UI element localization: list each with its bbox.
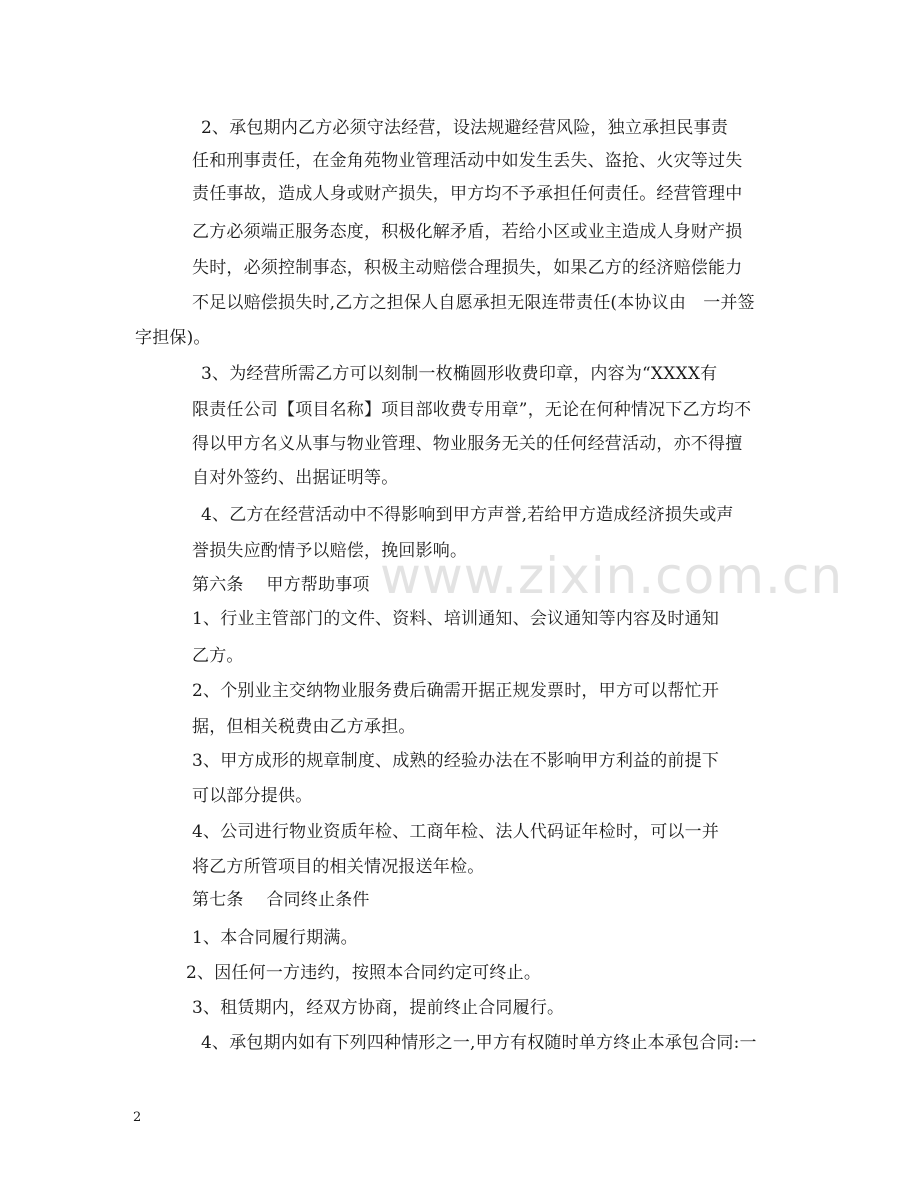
text-line: 将乙方所管项目的相关情况报送年检。 bbox=[192, 857, 485, 877]
text-line: 可以部分提供。 bbox=[192, 786, 313, 806]
text-line: 1、行业主管部门的文件、资料、培训通知、会议通知等内容及时通知 bbox=[192, 609, 720, 629]
watermark: www.zixin.com.cn bbox=[380, 547, 844, 605]
text-line: 任和刑事责任，在金角苑物业管理活动中如发生丢失、盗抢、火灾等过失 bbox=[192, 151, 743, 171]
text-line: 据，但相关税费由乙方承担。 bbox=[192, 717, 416, 737]
text-line: 4、承包期内如有下列四种情形之一,甲方有权随时单方终止本承包合同:一 bbox=[201, 1033, 757, 1053]
page-number: 2 bbox=[133, 1110, 142, 1125]
text-line: 得以甲方名义从事与物业管理、物业服务无关的任何经营活动，亦不得擅 bbox=[192, 434, 743, 454]
text-line: 乙方必须端正服务态度，积极化解矛盾，若给小区或业主造成人身财产损 bbox=[192, 222, 743, 242]
text-line: 4、公司进行物业资质年检、工商年检、法人代码证年检时，可以一并 bbox=[192, 822, 720, 842]
text-line: 限责任公司【项目名称】项目部收费专用章”，无论在何种情况下乙方均不 bbox=[192, 400, 752, 420]
text-line: 失时，必须控制事态，积极主动赔偿合理损失，如果乙方的经济赔偿能力 bbox=[192, 258, 743, 278]
text-line: 3、为经营所需乙方可以刻制一枚椭圆形收费印章，内容为“XXXX有 bbox=[201, 364, 718, 384]
text-line: 2、个别业主交纳物业服务费后确需开据正规发票时，甲方可以帮忙开 bbox=[192, 681, 720, 701]
text-line: 不足以赔偿损失时,乙方之担保人自愿承担无限连带责任(本协议由 一并签 bbox=[192, 293, 755, 313]
section-heading: 第七条 合同终止条件 bbox=[192, 890, 370, 910]
text-line: 责任事故，造成人身或财产损失，甲方均不予承担任何责任。经营管理中 bbox=[192, 184, 743, 204]
text-line: 3、甲方成形的规章制度、成熟的经验办法在不影响甲方利益的前提下 bbox=[192, 751, 720, 771]
text-line: 自对外签约、出据证明等。 bbox=[192, 468, 399, 488]
text-line: 2、承包期内乙方必须守法经营，设法规避经营风险，独立承担民事责 bbox=[201, 118, 729, 138]
text-line: 誉损失应酌情予以赔偿，挽回影响。 bbox=[192, 541, 468, 561]
text-line: 2、因任何一方违约，按照本合同约定可终止。 bbox=[186, 963, 542, 983]
section-heading: 第六条 甲方帮助事项 bbox=[192, 575, 370, 595]
text-line: 1、本合同履行期满。 bbox=[192, 928, 358, 948]
text-line: 4、乙方在经营活动中不得影响到甲方声誉,若给甲方造成经济损失或声 bbox=[201, 505, 734, 525]
text-line: 乙方。 bbox=[192, 646, 244, 666]
text-line: 字担保)。 bbox=[135, 328, 211, 348]
text-line: 3、租赁期内，经双方协商，提前终止合同履行。 bbox=[192, 998, 565, 1018]
